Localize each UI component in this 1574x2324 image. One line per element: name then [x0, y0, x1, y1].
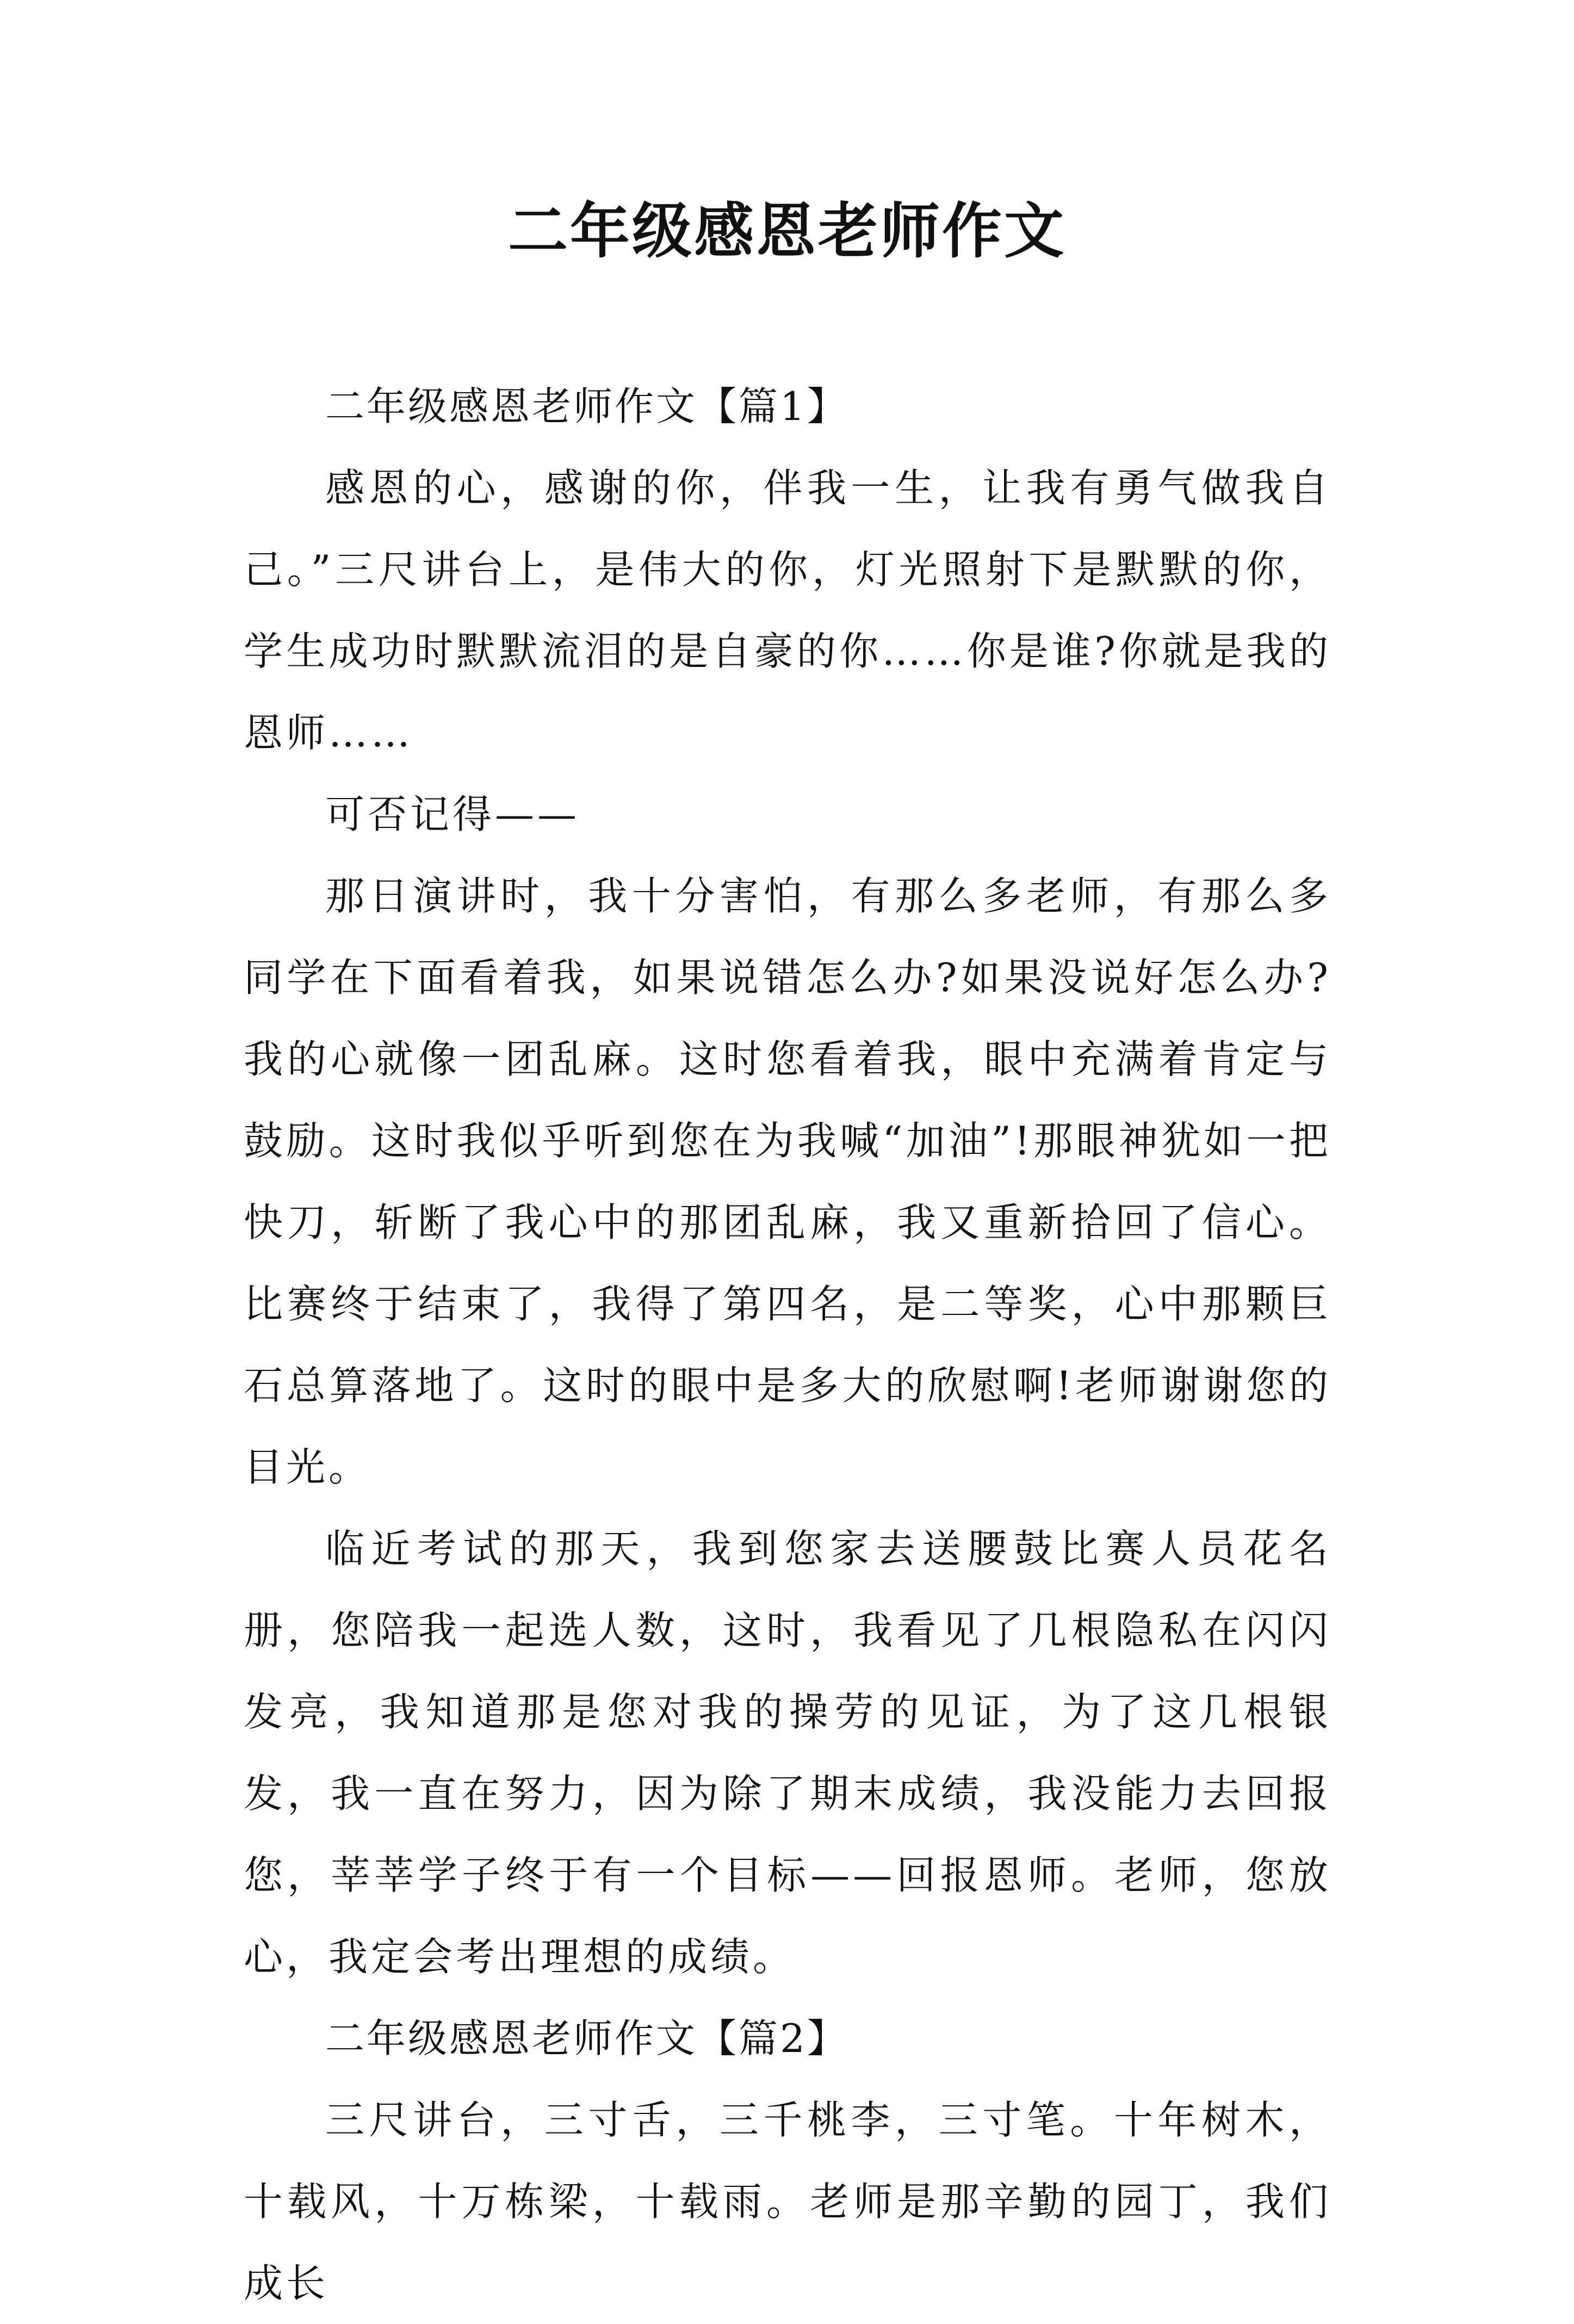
document-body — [244, 366, 1331, 2324]
paragraph: 感恩的心，感谢的你，伴我一生，让我有勇气做我自己。”三尺讲台上，是伟大的你，灯光照射下是默默的你，学生成功时默默流泪的是自豪的你……你是谁?你就是我的恩师…… — [244, 465, 1331, 756]
section-heading-1: 二年级感恩老师作文【篇1】 — [325, 384, 848, 429]
section-heading-2: 二年级感恩老师作文【篇2】 — [325, 2016, 848, 2061]
paragraph: 三尺讲台，三寸舌，三千桃李，三寸笔。十年树木，十载风，十万栋梁，十载雨。老师是那辛勤的园丁，我们成长 — [244, 2097, 1331, 2306]
document-title: 二年级感恩老师作文 — [508, 196, 1066, 266]
paragraph: 那日演讲时，我十分害怕，有那么多老师，有那么多同学在下面看着我，如果说错怎么办?如果没说好怎么办?我的心就像一团乱麻。这时您看着我，眼中充满着肯定与鼓励。这时我似乎听到您在为我喊“加油”!那眼神犹如一把快刀，斩断了我心中的那团乱麻，我又重新拾回了信心。比赛终于结束了，我得了第四名，是二等奖，心中那颗巨石总算落地了。这时的眼中是多大的欣慰啊!老师谢谢您的目光。 — [244, 873, 1331, 1490]
paragraph: 可否记得—— — [325, 792, 580, 837]
paragraph: 临近考试的那天，我到您家去送腰鼓比赛人员花名册，您陪我一起选人数，这时，我看见了几根隐私在闪闪发亮，我知道那是您对我的操劳的见证，为了这几根银发，我一直在努力，因为除了期末成绩，我没能力去回报您，莘莘学子终于有一个目标——回报恩师。老师，您放心，我定会考出理想的成绩。 — [244, 1526, 1331, 1980]
